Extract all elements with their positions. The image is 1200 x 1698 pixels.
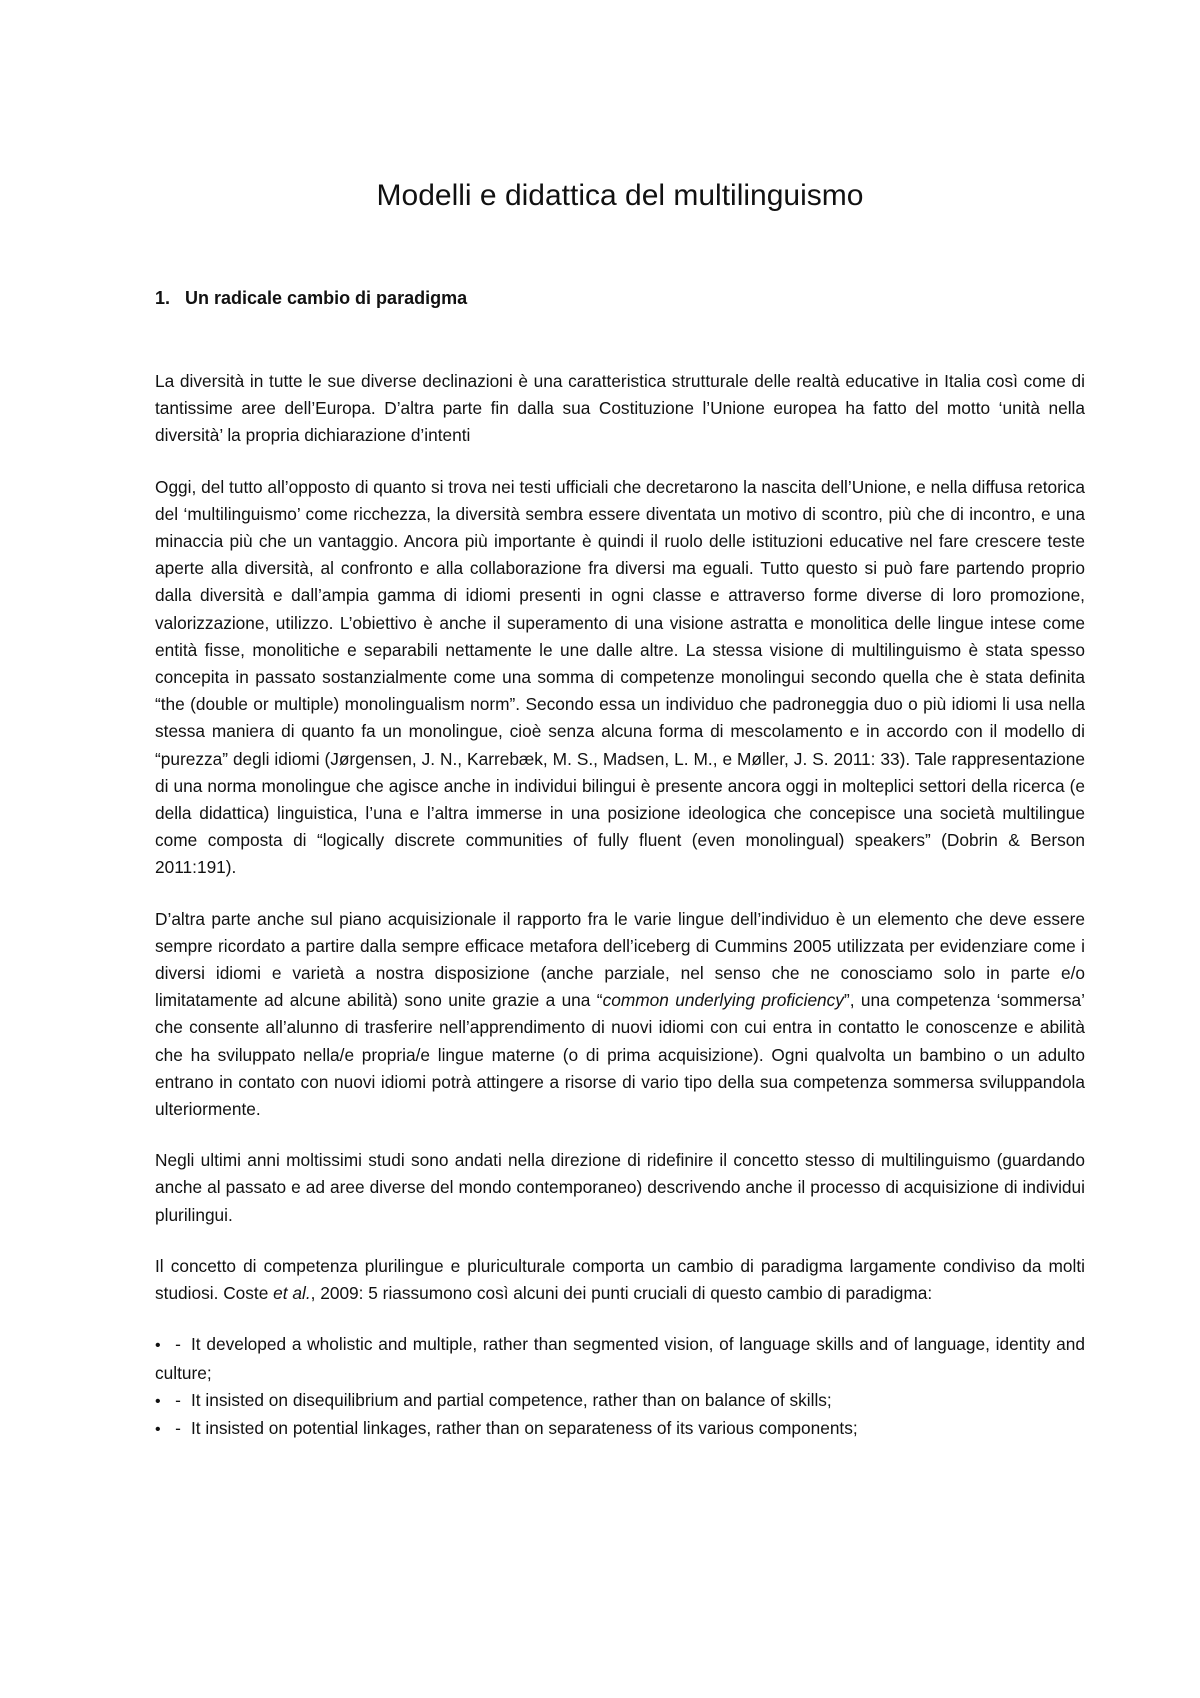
paragraph-5-emphasis: et al. — [273, 1283, 311, 1304]
list-item — [155, 1387, 1085, 1415]
paragraph-2: Oggi, del tutto all’opposto di quanto si trova nei testi ufficiali che decretarono la nascita dell’Unione, e nella diffusa retorica del ‘multilinguismo’ come ricchezza, la diversità sembra essere diventata un motivo di scontro, più che di incontro, e una minaccia più che un vantaggio. Ancora più importante è quindi il ruolo delle istituzioni educative nel fare crescere teste aperte alla diversità, al confronto e alla collaborazione fra diversi ma eguali. Tutto questo si può fare partendo proprio dalla diversità e dall’ampia gamma di idiomi presenti in ogni classe e attraverso forme diverse di loro promozione, valorizzazione, utilizzo. L’obiettivo è anche il superamento di una visione astratta e monolitica delle lingue intese come entità fisse, monolitiche e separabili nettamente le une dalle altre. La stessa visione di multilinguismo è stata spesso concepita in passato sostanzialmente come una somma di competenze monolingui secondo quella che è stata definita “the (double or multiple) monolingualism norm”. Secondo essa un individuo che padroneggia duo o più idiomi li usa nella stessa maniera di quanto fa un monolingue, cioè senza alcuna forma di mescolamento e in accordo con il modello di “purezza” degli idiomi (Jørgensen, J. N., Karrebæk, M. S., Madsen, L. M., e Møller, J. S. 2011: 33). Tale rappresentazione di una norma monolingue che agisce anche in individui bilingui è presente ancora oggi in molteplici settori della ricerca (e della didattica) linguistica, l’una e l’altra immerse in una posizione ideologica che concepisce una società multilingue come composta di “logically discrete communities of fully fluent (even monolingual) speakers” (Dobrin & Berson 2011:191). — [155, 476, 1085, 878]
bullet-icon: • — [155, 1337, 161, 1355]
bullet-icon: • — [155, 1420, 161, 1438]
section-number: 1. — [155, 288, 171, 308]
dash-marker: - — [175, 1389, 181, 1410]
paragraph-4: Negli ultimi anni moltissimi studi sono andati nella direzione di ridefinire il concetto stesso di multilinguismo (guardando anche al passato e ad aree diverse del mondo contemporaneo) descrivendo anche il processo di acquisizione di individui plurilingui. — [155, 1150, 1085, 1225]
paragraph-3 — [155, 906, 1085, 1124]
list-item — [155, 1331, 1085, 1386]
paragraph-3-text-a: D’altra parte anche sul piano acquisizionale il rapporto fra le varie lingue dell’individuo è un elemento che deve essere sempre ricordato a partire dalla sempre efficace metafora dell’iceberg di Cummins 2005 utilizzata per evidenziare come i diversi idiomi e varietà a nostra disposizione (anche parziale, nel senso che ne conosciamo solo in parte e/o limitatamente ad alcune abilità) sono unite grazie a una “ — [155, 908, 1085, 1011]
paragraph-5 — [155, 1253, 1085, 1307]
bullet-list — [155, 1331, 1085, 1443]
dash-marker: - — [175, 1334, 181, 1355]
list-item-text: It developed a wholistic and multiple, rather than segmented vision, of language skills and of language, identity and culture; — [155, 1334, 1085, 1383]
paragraph-5-text-a: Il concetto di competenza plurilingue e pluriculturale comporta un cambio di paradigma largamente condiviso da molti studiosi. Coste — [155, 1255, 1085, 1304]
paragraph-1: La diversità in tutte le sue diverse declinazioni è una caratteristica strutturale delle realtà educative in Italia così come di tantissime aree dell’Europa. D’altra parte fin dalla sua Costituzione l’Unione europea ha fatto del motto ‘unità nella diversità’ la propria dichiarazione d’intenti — [155, 371, 1085, 446]
dash-marker: - — [175, 1417, 181, 1438]
paragraph-3-emphasis: common underlying proficiency — [602, 990, 844, 1011]
document-title: Modelli e didattica del multilinguismo — [376, 179, 864, 212]
list-item-text: It insisted on disequilibrium and partial competence, rather than on balance of skills; — [191, 1389, 832, 1410]
bullet-icon: • — [155, 1392, 161, 1410]
paragraph-5-text-b: , 2009: 5 riassumono così alcuni dei punti cruciali di questo cambio di paradigma: — [310, 1283, 933, 1304]
paragraph-3-text-b: ”, una competenza ‘sommersa’ che consente all’alunno di trasferire nell’apprendimento di nuovi idiomi con cui entra in contatto le conoscenze e abilità che ha sviluppato nella/e propria/e lingue materne (o di prima acquisizione). Ogni qualvolta un bambino o un adulto entrano in contato con nuovi idiomi potrà attingere a risorse di vario tipo della sua competenza sommersa sviluppandola ulteriormente. — [155, 990, 1085, 1120]
section-title: Un radicale cambio di paradigma — [185, 288, 468, 308]
list-item — [155, 1415, 1085, 1443]
section-heading — [155, 286, 1085, 310]
list-item-text: It insisted on potential linkages, rather than on separateness of its various components; — [191, 1417, 858, 1438]
